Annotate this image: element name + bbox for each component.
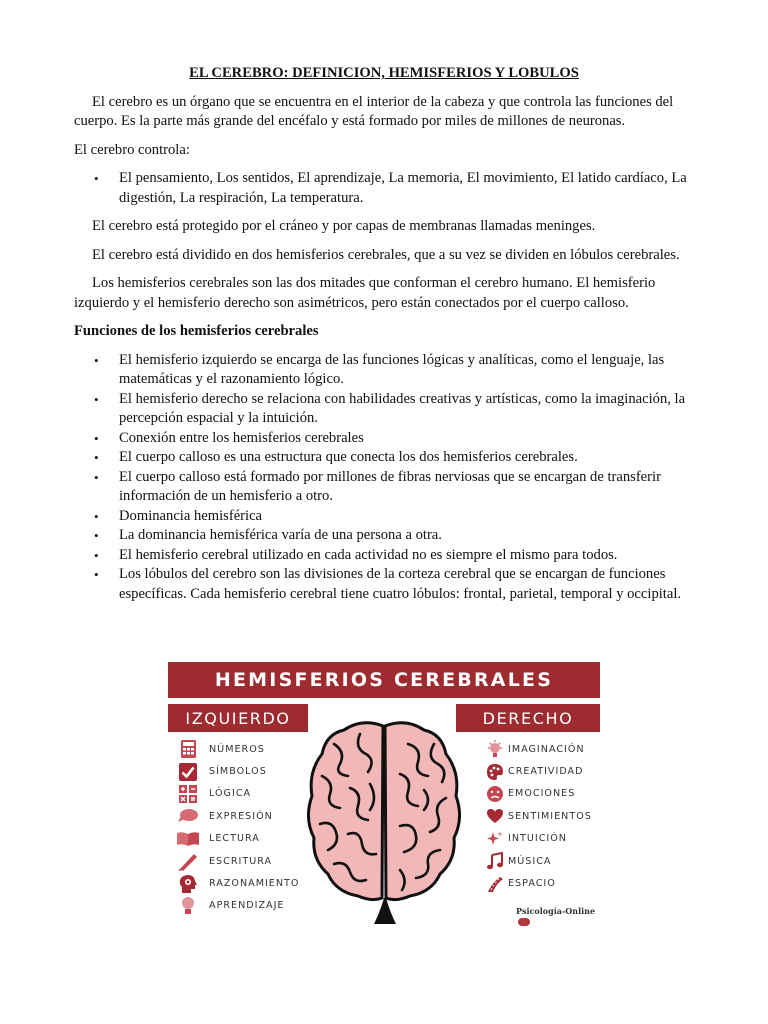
list-item — [176, 872, 299, 894]
list-item — [74, 390, 694, 429]
item-label: APRENDIZAJE — [209, 900, 285, 912]
brain-logo-icon — [518, 918, 530, 926]
bullet-icon: • — [94, 508, 99, 524]
bullet-icon: • — [94, 528, 99, 543]
hemispheres-paragraph: Los hemisferios cerebrales son las dos mitades que conforman el cerebro humano. El hemisferio izquierdo y el hemisferio derecho son asimétricos, pero están conectados por el cuerpo calloso. — [74, 275, 656, 311]
item-label: NÚMEROS — [209, 743, 265, 755]
list-item — [486, 828, 592, 850]
right-functions-list — [486, 738, 592, 895]
list-item — [486, 872, 592, 894]
list-item-text: La dominancia hemisférica varía de una persona a otra. — [119, 527, 442, 543]
item-label: EXPRESIÓN — [209, 810, 273, 822]
left-functions-list — [176, 738, 299, 917]
list-item-text: El hemisferio derecho se relaciona con habilidades creativas y artísticas, como la imaginación, la percepción espacial y la intuición. — [119, 390, 686, 426]
list-item-text: El cuerpo calloso es una estructura que conecta los dos hemisferios cerebrales. — [119, 449, 578, 465]
bullet-icon: • — [94, 391, 99, 407]
list-item — [486, 760, 592, 782]
item-label: ESPACIO — [508, 878, 556, 890]
road-icon — [486, 875, 504, 893]
speech-bubble-icon — [176, 807, 200, 825]
list-item-text: Conexión entre los hemisferios cerebrales — [119, 429, 364, 446]
list-item — [486, 783, 592, 805]
controls-label: El cerebro controla: — [74, 141, 190, 158]
brand-logo — [516, 906, 600, 926]
item-label: IMAGINACIÓN — [508, 743, 585, 755]
music-note-icon — [486, 852, 504, 870]
bullet-icon: • — [94, 469, 99, 485]
lightbulb-icon — [176, 896, 200, 916]
head-gear-icon — [176, 874, 200, 894]
list-item — [176, 895, 299, 917]
item-label: RAZONAMIENTO — [209, 878, 300, 890]
list-item-text: El cuerpo calloso está formado por millones de fibras nerviosas que se encargan de transferir información de un hemisferio a otro. — [119, 468, 661, 504]
list-item — [74, 448, 694, 468]
sad-face-icon — [486, 785, 504, 803]
bright-lightbulb-icon — [486, 739, 504, 759]
list-item — [176, 805, 299, 827]
bullet-icon: • — [94, 352, 99, 368]
list-item — [486, 850, 592, 872]
item-label: CREATIVIDAD — [508, 766, 584, 778]
item-label: EMOCIONES — [508, 788, 576, 800]
list-item — [74, 169, 694, 208]
list-item — [486, 805, 592, 827]
list-item — [74, 468, 694, 507]
intro-paragraph: El cerebro es un órgano que se encuentra en el interior de la cabeza y que controla las funciones del cuerpo. Es la parte más grande del encéfalo y está formado por miles de millones de neuronas. — [74, 93, 674, 129]
document-page — [74, 64, 694, 613]
list-item — [74, 429, 694, 449]
list-item — [74, 526, 694, 546]
item-label: INTUICIÓN — [508, 833, 567, 845]
math-operators-icon — [176, 784, 200, 804]
divided-paragraph: El cerebro está dividido en dos hemisferios cerebrales, que a su vez se dividen en lóbulos cerebrales. — [92, 246, 680, 263]
brain-illustration — [304, 714, 464, 928]
bullet-icon: • — [94, 450, 99, 465]
infographic-title: HEMISFERIOS CEREBRALES — [168, 662, 600, 698]
list-item — [176, 850, 299, 872]
list-item — [176, 783, 299, 805]
item-label: LECTURA — [209, 833, 260, 845]
list-item — [74, 546, 694, 566]
list-item-text: Los lóbulos del cerebro son las divisiones de la corteza cerebral que se encargan de funciones específicas. Cada hemisferio cerebral tiene cuatro lóbulos: frontal, parietal, temporal y occipital. — [119, 566, 682, 602]
hemispheres-infographic — [168, 662, 600, 930]
list-item — [74, 351, 694, 390]
list-item-text: El hemisferio cerebral utilizado en cada actividad no es siempre el mismo para todos. — [119, 546, 618, 563]
checkmark-icon — [176, 762, 200, 782]
list-item — [74, 565, 694, 604]
protected-paragraph: El cerebro está protegido por el cráneo y por capas de membranas llamadas meninges. — [92, 218, 596, 234]
page-title: EL CEREBRO: DEFINICION, HEMISFERIOS Y LOBULOS — [189, 65, 579, 81]
item-label: MÚSICA — [508, 855, 552, 867]
list-item — [176, 760, 299, 782]
list-item — [74, 507, 694, 527]
pen-icon — [176, 851, 200, 871]
left-hemisphere-label: IZQUIERDO — [168, 704, 308, 732]
open-book-icon — [176, 831, 200, 847]
controls-list — [74, 169, 694, 208]
bullet-icon: • — [94, 171, 99, 186]
bullet-icon: • — [94, 430, 99, 446]
item-label: SENTIMIENTOS — [508, 810, 592, 822]
brand-name: Psicología-Online — [516, 906, 596, 916]
item-label: SÍMBOLOS — [209, 766, 267, 778]
list-item — [486, 738, 592, 760]
sparkle-icon — [486, 830, 504, 848]
bullet-icon: • — [94, 547, 99, 563]
right-hemisphere-label: DERECHO — [456, 704, 600, 732]
list-item-text: El hemisferio izquierdo se encarga de las funciones lógicas y analíticas, como el lenguaje, las matemáticas y el razonamiento lógico. — [119, 351, 665, 387]
list-item-text: Dominancia hemisférica — [119, 507, 263, 524]
list-item — [176, 738, 299, 760]
list-item — [176, 828, 299, 850]
calculator-icon — [176, 739, 200, 759]
list-item-text: El pensamiento, Los sentidos, El aprendizaje, La memoria, El movimiento, El latido cardíaco, La digestión, La respiración, La temperatura. — [119, 170, 687, 206]
item-label: ESCRITURA — [209, 855, 273, 867]
bullet-icon: • — [94, 567, 99, 582]
palette-icon — [486, 763, 504, 781]
heart-icon — [486, 808, 504, 824]
functions-list — [74, 351, 694, 605]
item-label: LÓGICA — [209, 788, 252, 800]
functions-heading: Funciones de los hemisferios cerebrales — [74, 323, 319, 339]
